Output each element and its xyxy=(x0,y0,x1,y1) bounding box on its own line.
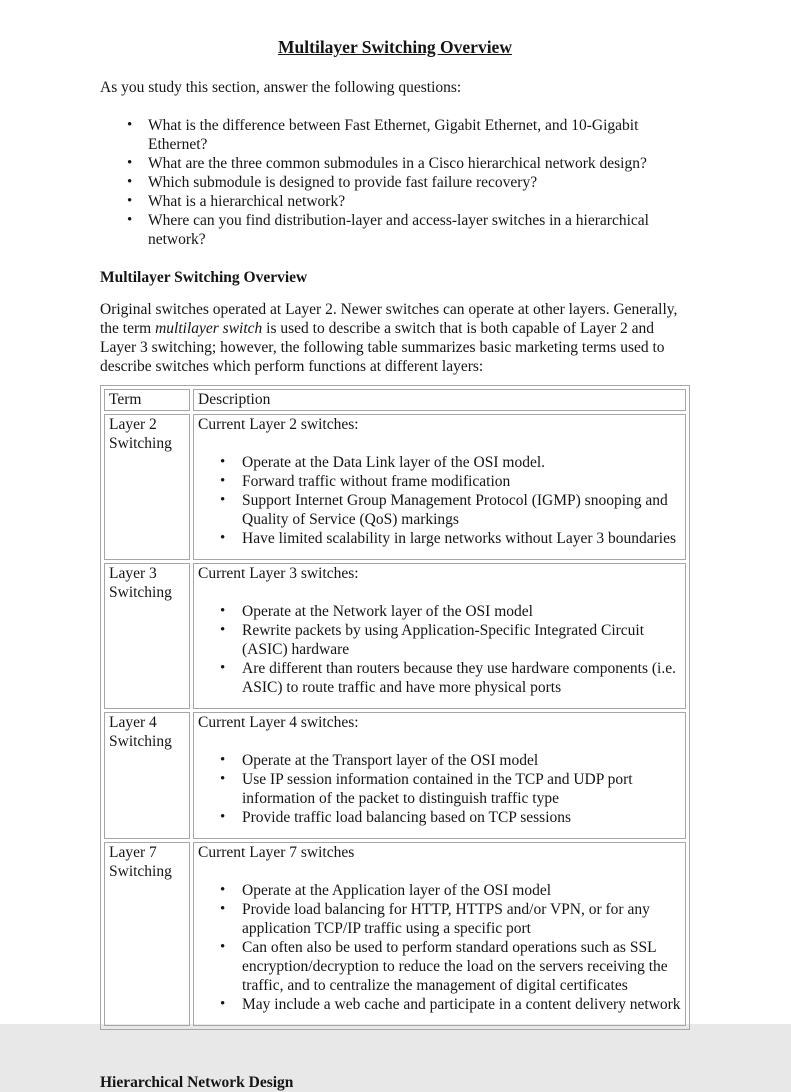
footer-section-heading: Hierarchical Network Design xyxy=(100,1074,294,1091)
description-bullet: • Operate at the Data Link layer of the OSI model. xyxy=(242,453,681,472)
question-list xyxy=(100,116,690,249)
intro-text: As you study this section, answer the following questions: xyxy=(100,79,462,96)
description-bullet-list xyxy=(198,453,681,548)
question-item: • What is the difference between Fast Ethernet, Gigabit Ethernet, and 10-Gigabit Ethernet? xyxy=(148,116,690,154)
description-bullet: • Support Internet Group Management Protocol (IGMP) snooping and Quality of Service (QoS) markings xyxy=(242,491,681,529)
switching-table xyxy=(100,385,690,1030)
description-bullet: • Use IP session information contained in the TCP and UDP port information of the packet to distinguish traffic type xyxy=(242,770,681,808)
question-item: • Where can you find distribution-layer and access-layer switches in a hierarchical network? xyxy=(148,211,690,249)
cell-intro: Current Layer 3 switches: xyxy=(198,565,359,582)
question-item: • What is a hierarchical network? xyxy=(148,192,690,211)
page-title: Multilayer Switching Overview xyxy=(278,37,512,57)
term-cell: Layer 7 Switching xyxy=(104,842,190,1026)
description-bullet-list xyxy=(198,751,681,827)
overview-paragraph xyxy=(100,300,690,376)
section-heading: Multilayer Switching Overview xyxy=(100,269,308,286)
table-header-row xyxy=(104,389,686,411)
table-row xyxy=(104,842,686,1026)
description-bullet: • Can often also be used to perform standard operations such as SSL encryption/decryption to reduce the load on the servers receiving the traffic, and to centralize the management of digital certificates xyxy=(242,938,681,995)
term-cell: Layer 2 Switching xyxy=(104,414,190,560)
paragraph-text: is used to describe a switch that is both capable of Layer 2 and Layer 3 switching; however, the following table summarizes basic marketing terms used to describe switches which perform functions at different layers: xyxy=(100,320,665,375)
term-cell: Layer 3 Switching xyxy=(104,563,190,709)
cell-intro: Current Layer 7 switches xyxy=(198,844,355,861)
description-bullet: • May include a web cache and participate in a content delivery network xyxy=(242,995,681,1014)
description-bullet: • Are different than routers because they use hardware components (i.e. ASIC) to route traffic and have more physical ports xyxy=(242,659,681,697)
description-bullet: • Operate at the Transport layer of the OSI model xyxy=(242,751,681,770)
cell-intro: Current Layer 2 switches: xyxy=(198,416,359,433)
cell-intro: Current Layer 4 switches: xyxy=(198,714,359,731)
description-cell xyxy=(193,414,686,560)
description-cell xyxy=(193,563,686,709)
table-row xyxy=(104,414,686,560)
description-bullet: • Have limited scalability in large networks without Layer 3 boundaries xyxy=(242,529,681,548)
description-cell xyxy=(193,842,686,1026)
description-bullet-list xyxy=(198,881,681,1014)
description-bullet: • Rewrite packets by using Application-Specific Integrated Circuit (ASIC) hardware xyxy=(242,621,681,659)
question-item: • Which submodule is designed to provide fast failure recovery? xyxy=(148,173,690,192)
description-bullet: • Provide load balancing for HTTP, HTTPS and/or VPN, or for any application TCP/IP traffic using a specific port xyxy=(242,900,681,938)
italic-term: multilayer switch xyxy=(155,320,263,337)
description-bullet: • Operate at the Network layer of the OSI model xyxy=(242,602,681,621)
table-row xyxy=(104,563,686,709)
column-header-term: Term xyxy=(104,389,190,411)
column-header-description: Description xyxy=(193,389,686,411)
description-cell xyxy=(193,712,686,839)
question-item: • What are the three common submodules in a Cisco hierarchical network design? xyxy=(148,154,690,173)
description-bullet: • Provide traffic load balancing based on TCP sessions xyxy=(242,808,681,827)
description-bullet: • Forward traffic without frame modification xyxy=(242,472,681,491)
paragraph-text: Original switches operated at Layer 2. Newer switches can operate at other layers. Generally, the term xyxy=(100,301,678,337)
description-bullet-list xyxy=(198,602,681,697)
description-bullet: • Operate at the Application layer of the OSI model xyxy=(242,881,681,900)
term-cell: Layer 4 Switching xyxy=(104,712,190,839)
table-row xyxy=(104,712,686,839)
